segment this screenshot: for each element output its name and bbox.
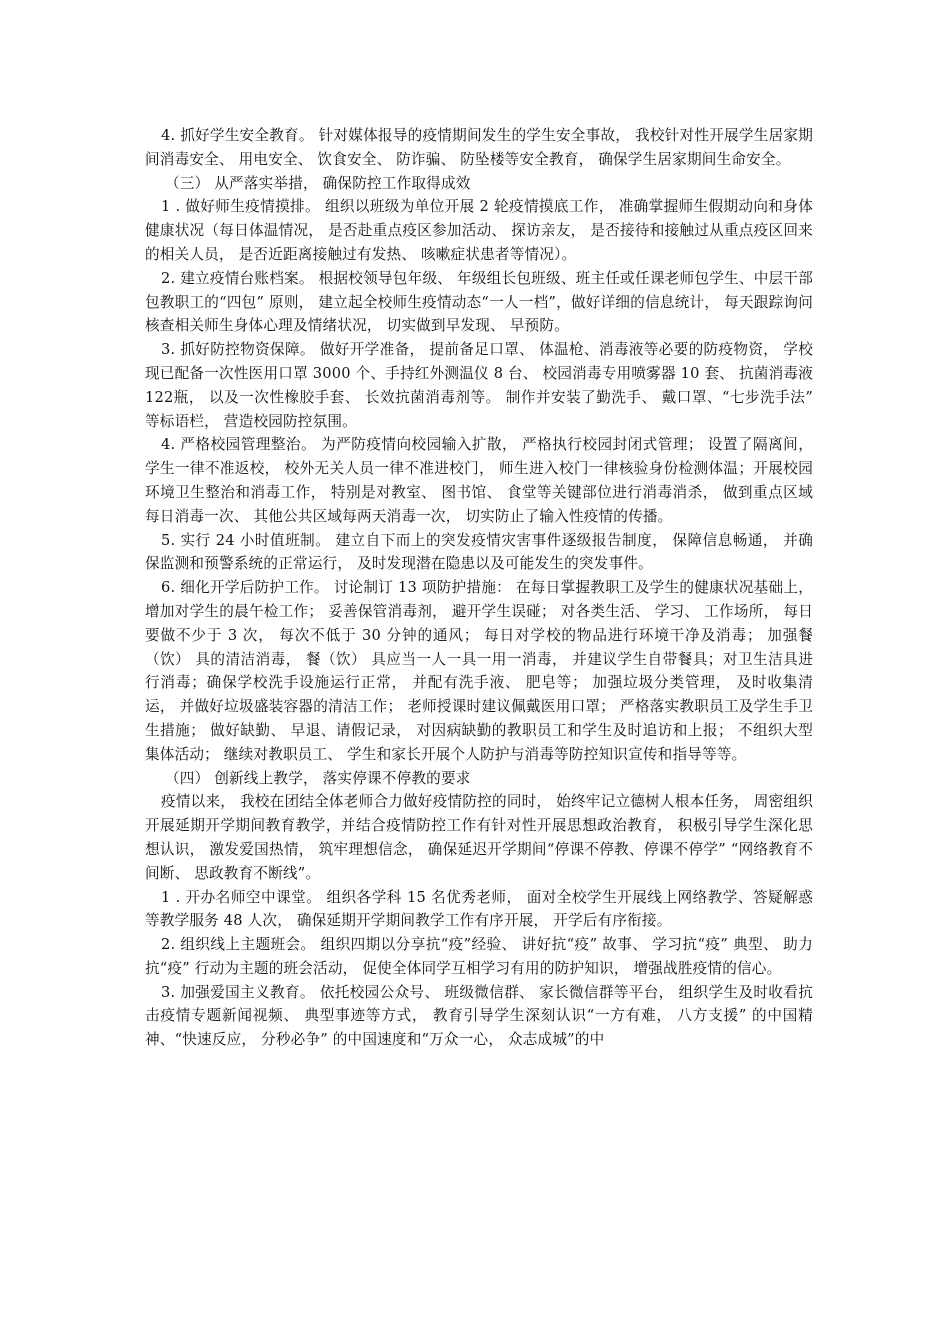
paragraph-safety-education: 4. 抓好学生安全教育。 针对媒体报导的疫情期间发生的学生安全事故， 我校针对性开展学生居家期间消毒安全、 用电安全、 饮食安全、 防诈骗、 防坠楼等安全教育， 确保学生居家期间生命安全。 [145, 127, 813, 168]
paragraph-supplies: 3. 抓好防控物资保障。 做好开学准备， 提前备足口罩、 体温枪、消毒液等必要的防疫物资， 学校现已配备一次性医用口罩 3000 个、手持红外测温仪 8 台、 校园消毒专用喷雾器 10 套、 抗菌消毒液 122瓶， 以及一次性橡胶手套、 长效抗菌消毒剂等。 制作并安装了勤洗手、 戴口罩、“七步洗手法” 等标语栏， 营造校园防控氛围。 [145, 341, 813, 430]
section-heading-4: （四） 创新线上教学， 落实停课不停教的要求 [165, 769, 471, 787]
paragraph-epidemic-survey: 1 . 做好师生疫情摸排。 组织以班级为单位开展 2 轮疫情摸底工作， 准确掌握师生假期动向和身体健康状况（每日体温情况， 是否赴重点疫区参加活动、 探访亲友， 是否接待和接触过从重点疫区回来的相关人员， 是否近距离接触过有发热、 咳嗽症状患者等情况）。 [145, 198, 813, 263]
paragraph-campus-management: 4. 严格校园管理整治。 为严防疫情向校园输入扩散， 严格执行校园封闭式管理； 设置了隔离间， 学生一律不准返校， 校外无关人员一律不准进校门， 师生进入校门一律核验身份检测体温；开展校园环境卫生整治和消毒工作， 特别是对教室、 图书馆、 食堂等关键部位进行消毒消杀， 做到重点区域每日消毒一次、 其他公共区域每两天消毒一次， 切实防止了输入性疫情的传播。 [145, 436, 813, 525]
paragraph-protection-measures: 6. 细化开学后防护工作。 讨论制订 13 项防护措施： 在每日掌握教职工及学生的健康状况基础上， 增加对学生的晨午检工作； 妥善保管消毒剂， 避开学生误碰； 对各类生活、 学习、 工作场所， 每日要做不少于 3 次， 每次不低于 30 分钟的通风； 每日对学校的物品进行环境干净及消毒； 加强餐（饮） 具的清洁消毒， 餐（饮） 具应当一人一具一用一消毒， 并建议学生自带餐具；对卫生洁具进行消毒；确保学校洗手设施运行正常， 并配有洗手液、 肥皂等； 加强垃圾分类管理， 及时收集清运， 并做好垃圾盛装容器的清洁工作； 老师授课时建议佩戴医用口罩； 严格落实教职员工及学生手卫生措施； 做好缺勤、 早退、请假记录， 对因病缺勤的教职员工和学生及时追访和上报； 不组织大型集体活动； 继续对教职员工、 学生和家长开展个人防护与消毒等防控知识宣传和指导等等。 [145, 579, 813, 763]
paragraph-online-teaching-intro: 疫情以来， 我校在团结全体老师合力做好疫情防控的同时， 始终牢记立德树人根本任务， 周密组织开展延期开学期间教育教学，并结合疫情防控工作有针对性开展思想政治教育， 积极引导学生深化思想认识， 激发爱国热情， 筑牢理想信念， 确保延迟开学期间“停课不停教、停课不停学” “网络教育不间断、 思政教育不断线”。 [145, 793, 813, 882]
paragraph-online-classroom: 1 . 开办名师空中课堂。 组织各学科 15 名优秀老师， 面对全校学生开展线上网络教学、答疑解惑等教学服务 48 人次， 确保延期开学期间教学工作有序开展， 开学后有序衔接。 [145, 888, 813, 930]
document-body [145, 124, 813, 1052]
paragraph-patriotic-education: 3. 加强爱国主义教育。 依托校园公众号、 班级微信群、 家长微信群等平台， 组织学生及时收看抗击疫情专题新闻视频、 典型事迹等方式， 教育引导学生深刻认识“一方有难， 八方支援” 的中国精神、“快速反应， 分秒必争” 的中国速度和“万众一心， 众志成城”的中 [145, 983, 813, 1049]
paragraph-duty-system: 5. 实行 24 小时值班制。 建立自下而上的突发疫情灾害事件逐级报告制度， 保障信息畅通， 并确保监测和预警系统的正常运行， 及时发现潜在隐患以及可能发生的突发事件。 [145, 531, 813, 573]
paragraph-class-meeting: 2. 组织线上主题班会。 组织四期以分享抗“疫”经验、 讲好抗“疫” 故事、 学习抗“疫” 典型、 助力抗“疫” 行动为主题的班会活动， 促使全体同学互相学习有用的防护知识， 增强战胜疫情的信心。 [145, 936, 813, 977]
section-heading-3: （三） 从严落实举措， 确保防控工作取得成效 [165, 174, 471, 192]
paragraph-epidemic-records: 2. 建立疫情台账档案。 根据校领导包年级、 年级组长包班级、班主任或任课老师包学生、中层干部包教职工的“四包” 原则， 建立起全校师生疫情动态“一人一档”，做好详细的信息统计， 每天跟踪询问核查相关师生身体心理及情绪状况， 切实做到早发现、 早预防。 [145, 269, 813, 335]
